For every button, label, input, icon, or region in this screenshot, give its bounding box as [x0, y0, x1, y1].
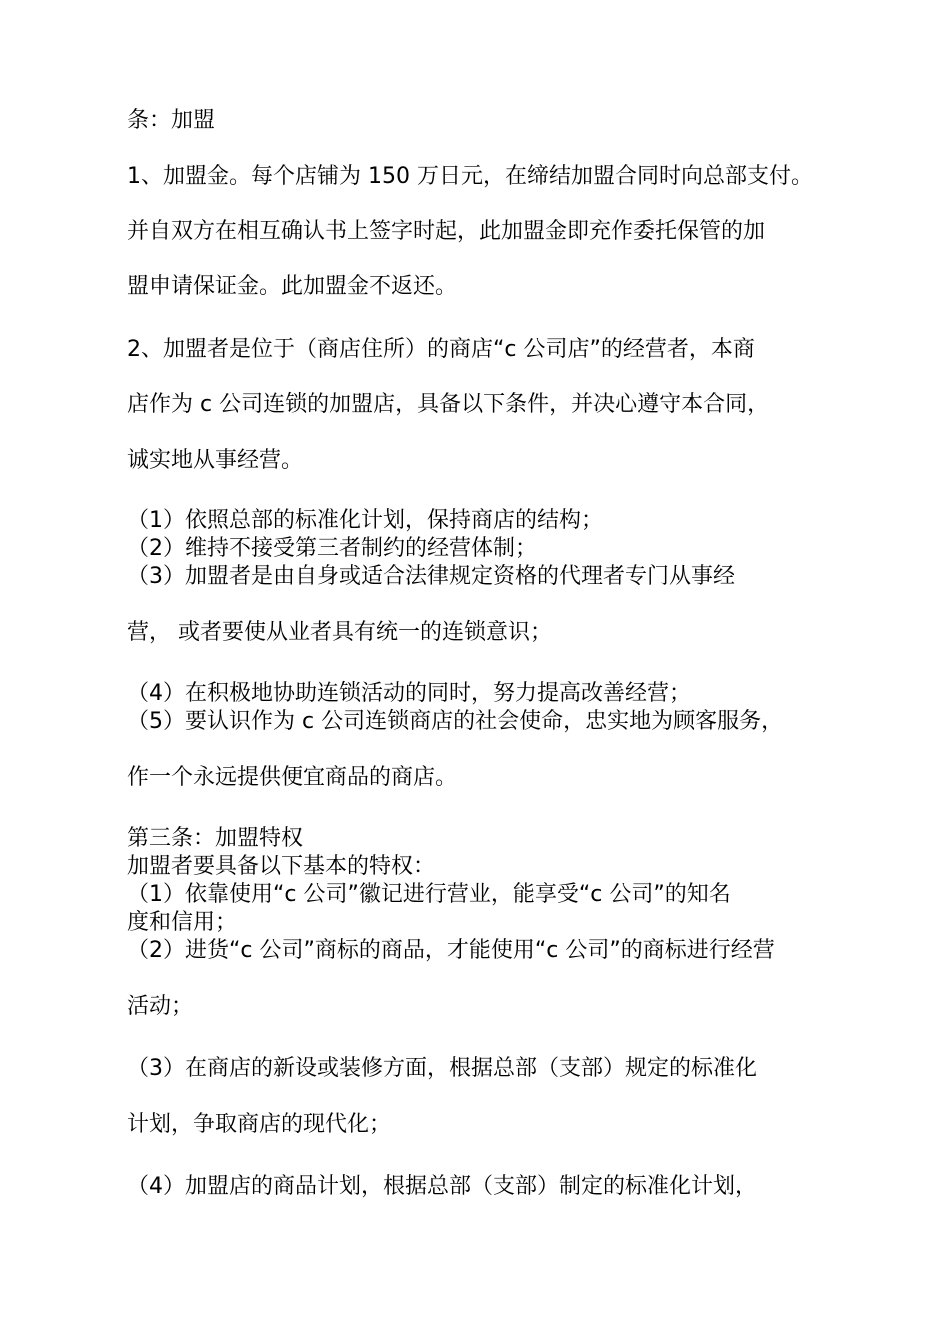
- line-10: （3）加盟者是由自身或适合法律规定资格的代理者专门从事经: [127, 564, 735, 589]
- line-20: 活动；: [127, 994, 194, 1019]
- line-09: （2）维持不接受第三者制约的经营体制；: [127, 536, 537, 561]
- line-23: （4）加盟店的商品计划，根据总部（支部）制定的标准化计划，: [127, 1174, 757, 1199]
- line-22: 计划，争取商店的现代化；: [127, 1112, 392, 1137]
- line-16: 加盟者要具备以下基本的特权：: [127, 854, 436, 879]
- line-21: （3）在商店的新设或装修方面，根据总部（支部）规定的标准化: [127, 1056, 757, 1081]
- line-07: 诚实地从事经营。: [127, 448, 304, 473]
- line-08: （1）依照总部的标准化计划，保持商店的结构；: [127, 508, 603, 533]
- line-11: 营， 或者要使从业者具有统一的连锁意识；: [127, 620, 552, 645]
- line-02: 1、加盟金。每个店铺为 150 万日元，在缔结加盟合同时向总部支付。: [127, 164, 813, 189]
- line-01: 条：加盟: [127, 108, 216, 133]
- line-04: 盟申请保证金。此加盟金不返还。: [127, 274, 458, 299]
- line-06: 店作为 c 公司连锁的加盟店，具备以下条件，并决心遵守本合同，: [127, 392, 770, 417]
- line-13: （5）要认识作为 c 公司连锁商店的社会使命，忠实地为顾客服务，: [127, 709, 784, 734]
- line-18: 度和信用；: [127, 910, 238, 935]
- line-17: （1）依靠使用“c 公司”徽记进行营业，能享受“c 公司”的知名: [127, 882, 731, 907]
- line-15-heading: 第三条：加盟特权: [127, 826, 304, 851]
- line-03: 并自双方在相互确认书上签字时起，此加盟金即充作委托保管的加: [127, 219, 766, 244]
- line-14: 作一个永远提供便宜商品的商店。: [127, 765, 458, 790]
- line-19: （2）进货“c 公司”商标的商品，才能使用“c 公司”的商标进行经营: [127, 938, 775, 963]
- line-05: 2、加盟者是位于（商店住所）的商店“c 公司店”的经营者，本商: [127, 337, 755, 362]
- line-12: （4）在积极地协助连锁活动的同时，努力提高改善经营；: [127, 681, 691, 706]
